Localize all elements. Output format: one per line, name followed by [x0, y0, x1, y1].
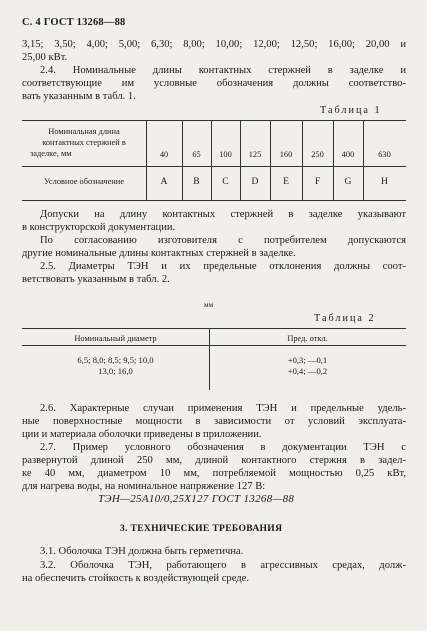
diameter-cell: 6,5; 8,0; 8,5; 9,5; 10,0 [77, 355, 154, 365]
code-cell: H [381, 176, 388, 187]
table-1-divider [240, 120, 241, 200]
table-2-caption: Таблица 2 [314, 313, 376, 324]
table-1-top-rule [22, 120, 406, 121]
clause-2-6-line-2: ные поверхностные мощности в зависимости от условий эксплуата- [22, 416, 406, 427]
length-cell: 400 [341, 150, 355, 159]
length-cell: 250 [311, 150, 324, 159]
table-1-divider [333, 120, 334, 200]
table-1-bottom-rule [22, 200, 406, 201]
code-cell: D [251, 176, 259, 187]
table-2-unit: мм [204, 300, 214, 309]
agreement-line-1: По согласованию изготовителя с потребителем допускаются [40, 235, 406, 246]
designation-example: ТЭН—25А10/0,25Х127 ГОСТ 13268—88 [98, 493, 295, 505]
agreement-line-2: другие номинальные длины контактных стержней в заделке. [22, 248, 296, 259]
clause-2-5-line-1: 2.5. Диаметры ТЭН и их предельные отклонения должны соот- [40, 261, 406, 272]
length-cell: 630 [378, 150, 391, 159]
clause-3-2-line-2: на обеспечить стойкость к воздействующей среде. [22, 573, 250, 584]
clause-2-6-line-1: 2.6. Характерные случаи применения ТЭН и предельные удель- [40, 403, 406, 414]
table-1-row2-label: Условное обозначение [44, 177, 124, 186]
table-1-divider [182, 120, 183, 200]
length-cell: 65 [192, 150, 201, 159]
table-1-row1-label-line: контактных стержней в [42, 138, 126, 147]
code-cell: E [283, 176, 289, 187]
diameter-cell: 13,0; 16,0 [98, 366, 133, 376]
tolerance-cell: +0,3; —0,1 [287, 355, 328, 365]
tolerance-line-2: в конструкторской документации. [22, 222, 176, 233]
clause-3-2-line-1: 3.2. Оболочка ТЭН, работающего в агрессивных средах, долж- [40, 560, 406, 571]
table-1-mid-rule [22, 166, 406, 167]
length-cell: 160 [279, 150, 293, 159]
clause-2-6-line-3: ции и материала оболочки приведены в приложении. [22, 429, 262, 440]
table-2-top-rule [22, 328, 406, 329]
length-cell: 125 [248, 150, 262, 159]
table-1-divider [363, 120, 364, 200]
clause-2-4-line-1: 2.4. Номинальные длины контактных стержней в заделке и [40, 65, 406, 76]
table-2-col2-header: Пред. откл. [287, 334, 328, 343]
tolerance-cell: +0,4; —0,2 [287, 366, 328, 376]
table-1-divider [146, 120, 147, 200]
length-cell: 100 [219, 150, 232, 159]
code-cell: G [344, 176, 352, 187]
section-3-title: 3. ТЕХНИЧЕСКИЕ ТРЕБОВАНИЯ [120, 523, 283, 534]
table-1-caption: Таблица 1 [320, 105, 382, 116]
code-cell: A [160, 176, 168, 187]
table-1-divider [211, 120, 212, 200]
tolerance-line-1: Допуски на длину контактных стержней в заделке указывают [40, 209, 406, 220]
clause-2-7-line-2: развернутой длиной 250 мм, длиной контактного стержня в задел- [22, 455, 406, 466]
page-header: С. 4 ГОСТ 13268—88 [22, 17, 126, 28]
code-cell: F [314, 176, 321, 187]
clause-3-1: 3.1. Оболочка ТЭН должна быть герметична. [40, 546, 244, 557]
clause-2-4-line-2: соответствующие им условные обозначения должны соответство- [22, 78, 406, 89]
power-list-line-2: 25,00 кВт. [22, 52, 68, 63]
clause-2-5-line-2: ветствовать указанным в табл. 2. [22, 274, 170, 285]
table-1-row1-label-line: Номинальная длина [48, 127, 120, 136]
power-list-line-1: 3,15; 3,50; 4,00; 5,00; 6,30; 8,00; 10,00; 12,00; 12,50; 16,00; 20,00 и [22, 39, 406, 50]
table-1-row1-label-line: заделке, мм [30, 149, 72, 158]
table-2-mid-rule [22, 345, 406, 346]
clause-2-7-line-3: ке 40 мм, диаметром 10 мм, потребляемой мощностью 0,25 кВт, [22, 468, 406, 479]
length-cell: 40 [159, 150, 169, 159]
table-1-divider [302, 120, 303, 200]
clause-2-7-line-4: для нагрева воды, на номинальное напряжение 127 В: [22, 481, 266, 492]
clause-2-7-line-1: 2.7. Пример условного обозначения в документации ТЭН с [40, 442, 406, 453]
code-cell: C [222, 176, 229, 187]
table-1-divider [270, 120, 271, 200]
table-2-col1-header: Номинальный диаметр [74, 334, 157, 343]
clause-2-4-line-3: вать указанным в табл. 1. [22, 91, 136, 102]
code-cell: B [193, 176, 200, 187]
